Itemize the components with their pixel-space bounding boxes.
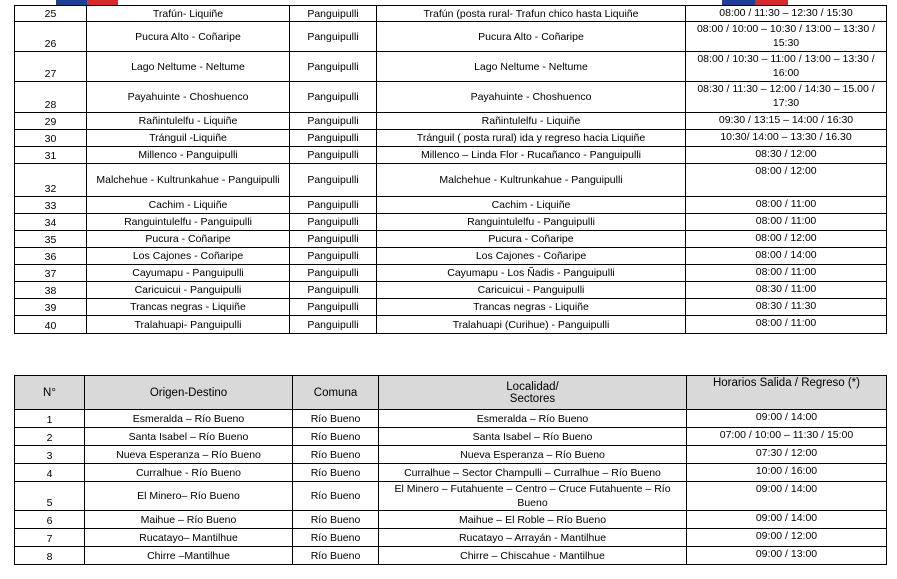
cell-horarios: 09:00 / 14:00: [687, 410, 887, 428]
cell-horarios: 07:00 / 10:00 – 11:30 / 15:00: [687, 428, 887, 446]
table-row: [15, 248, 887, 265]
cell-origen-destino: Pucura Alto - Coñaripe: [87, 22, 290, 52]
table-row: [15, 6, 887, 22]
row-number: 26: [15, 22, 87, 52]
cell-origen-destino: Tralahuapi- Panguipulli: [87, 316, 290, 334]
cell-localidad: Esmeralda – Río Bueno: [379, 410, 687, 428]
row-number: 32: [15, 164, 87, 197]
cell-localidad: Rucatayo – Arrayán - Mantilhue: [379, 529, 687, 547]
cell-origen-destino: Trancas negras - Liquiñe: [87, 299, 290, 316]
table-row: [15, 482, 887, 511]
cell-horarios: 08:30 / 11:30: [686, 299, 887, 316]
cell-horarios: 10:00 / 16:00: [687, 464, 887, 482]
cell-origen-destino: Maihue – Río Bueno: [85, 511, 293, 529]
cell-comuna: Panguipulli: [290, 299, 377, 316]
cell-comuna: Panguipulli: [290, 82, 377, 113]
cell-localidad: Nueva Esperanza – Río Bueno: [379, 446, 687, 464]
cell-comuna: Panguipulli: [290, 214, 377, 231]
cell-localidad: Santa Isabel – Río Bueno: [379, 428, 687, 446]
table-header-row: [15, 376, 887, 410]
table-row: [15, 446, 887, 464]
table-row: [15, 547, 887, 565]
cell-localidad: Chirre – Chiscahue - Mantilhue: [379, 547, 687, 565]
column-header-localidad-line1: Localidad/: [506, 380, 559, 393]
cell-comuna: Panguipulli: [290, 265, 377, 282]
cell-horarios: 08:30 / 11:00: [686, 282, 887, 299]
cell-origen-destino: Esmeralda – Río Bueno: [85, 410, 293, 428]
cell-horarios: 08:30 / 12:00: [686, 147, 887, 164]
column-header-comuna: Comuna: [293, 376, 379, 410]
cell-localidad: Pucura Alto - Coñaripe: [377, 22, 686, 52]
cell-localidad: Lago Neltume - Neltume: [377, 52, 686, 82]
cell-comuna: Río Bueno: [293, 529, 379, 547]
cell-comuna: Panguipulli: [290, 197, 377, 214]
row-number: 38: [15, 282, 87, 299]
column-header-origen-destino: Origen-Destino: [85, 376, 293, 410]
row-number: 2: [15, 428, 85, 446]
cell-localidad: Trafún (posta rural- Trafun chico hasta Liquiñe: [377, 6, 686, 22]
cell-comuna: Panguipulli: [290, 52, 377, 82]
cell-horarios: 08:00 / 14:00: [686, 248, 887, 265]
cell-horarios: 09:00 / 14:00: [687, 482, 887, 511]
cell-origen-destino: Santa Isabel – Río Bueno: [85, 428, 293, 446]
cell-comuna: Panguipulli: [290, 248, 377, 265]
row-number: 29: [15, 113, 87, 130]
table-row: [15, 265, 887, 282]
cell-comuna: Panguipulli: [290, 147, 377, 164]
cell-localidad: Malchehue - Kultrunkahue - Panguipulli: [377, 164, 686, 197]
table-row: [15, 22, 887, 52]
row-number: 36: [15, 248, 87, 265]
row-number: 35: [15, 231, 87, 248]
cell-localidad: Payahuinte - Choshuenco: [377, 82, 686, 113]
row-number: 8: [15, 547, 85, 565]
table-row: [15, 410, 887, 428]
cell-comuna: Río Bueno: [293, 446, 379, 464]
table-row: [15, 428, 887, 446]
cell-localidad: El Minero – Futahuente – Centro – Cruce Futahuente – Río Bueno: [379, 482, 687, 511]
row-number: 30: [15, 130, 87, 147]
cell-horarios: 08:00 / 11:00: [686, 214, 887, 231]
row-number: 37: [15, 265, 87, 282]
cell-origen-destino: Los Cajones - Coñaripe: [87, 248, 290, 265]
column-header-localidad: [379, 376, 687, 410]
table-row: [15, 231, 887, 248]
row-number: 31: [15, 147, 87, 164]
cell-localidad: Caricuicui - Panguipulli: [377, 282, 686, 299]
cell-origen-destino: Chirre –Mantilhue: [85, 547, 293, 565]
cell-origen-destino: Cachim - Liquiñe: [87, 197, 290, 214]
table-row: [15, 464, 887, 482]
cell-comuna: Río Bueno: [293, 464, 379, 482]
cell-origen-destino: Ranguintulelfu - Panguipulli: [87, 214, 290, 231]
row-number: 39: [15, 299, 87, 316]
table-row: [15, 82, 887, 113]
cell-localidad: Cachim - Liquiñe: [377, 197, 686, 214]
cell-horarios: 09:00 / 13:00: [687, 547, 887, 565]
cell-comuna: Panguipulli: [290, 22, 377, 52]
table-row: [15, 164, 887, 197]
cell-origen-destino: Cayumapu - Panguipulli: [87, 265, 290, 282]
cell-localidad: Tralahuapi (Curihue) - Panguipulli: [377, 316, 686, 334]
cell-localidad: Pucura - Coñaripe: [377, 231, 686, 248]
cell-origen-destino: Lago Neltume - Neltume: [87, 52, 290, 82]
row-number: 40: [15, 316, 87, 334]
cell-localidad: Maihue – El Roble – Río Bueno: [379, 511, 687, 529]
cell-localidad: Cayumapu - Los Ñadis - Panguipulli: [377, 265, 686, 282]
column-header-number: N°: [15, 376, 85, 410]
table-row: [15, 130, 887, 147]
row-number: 34: [15, 214, 87, 231]
cell-localidad: Curralhue – Sector Champulli – Curralhue – Río Bueno: [379, 464, 687, 482]
cell-horarios: 10:30/ 14:00 – 13:30 / 16.30: [686, 130, 887, 147]
cell-origen-destino: Nueva Esperanza – Río Bueno: [85, 446, 293, 464]
schedule-table-panguipulli: [14, 5, 887, 334]
cell-comuna: Río Bueno: [293, 428, 379, 446]
cell-origen-destino: Rucatayo– Mantilhue: [85, 529, 293, 547]
cell-origen-destino: Trafún- Liquiñe: [87, 6, 290, 22]
cell-origen-destino: Payahuinte - Choshuenco: [87, 82, 290, 113]
row-number: 7: [15, 529, 85, 547]
cell-comuna: Río Bueno: [293, 482, 379, 511]
row-number: 4: [15, 464, 85, 482]
cell-horarios: 08:00 / 10:00 – 10:30 / 13:00 – 13:30 / 15:30: [686, 22, 887, 52]
cell-horarios: 08:30 / 11:30 – 12:00 / 14:30 – 15.00 / 17:30: [686, 82, 887, 113]
cell-localidad: Rañintulelfu - Liquiñe: [377, 113, 686, 130]
cell-horarios: 07:30 / 12:00: [687, 446, 887, 464]
cell-horarios: 08:00 / 12:00: [686, 164, 887, 197]
table-row: [15, 197, 887, 214]
row-number: 1: [15, 410, 85, 428]
cell-horarios: 09:00 / 12:00: [687, 529, 887, 547]
column-header-localidad-line2: Sectores: [509, 392, 556, 405]
cell-comuna: Panguipulli: [290, 113, 377, 130]
row-number: 27: [15, 52, 87, 82]
cell-horarios: 08:00 / 11:00: [686, 197, 887, 214]
cell-comuna: Panguipulli: [290, 130, 377, 147]
cell-horarios: 08:00 / 10:30 – 11:00 / 13:00 – 13:30 / 16:00: [686, 52, 887, 82]
cell-localidad: Los Cajones - Coñaripe: [377, 248, 686, 265]
cell-comuna: Panguipulli: [290, 6, 377, 22]
row-number: 25: [15, 6, 87, 22]
table-row: [15, 113, 887, 130]
table-row: [15, 147, 887, 164]
cell-origen-destino: Malchehue - Kultrunkahue - Panguipulli: [87, 164, 290, 197]
cell-origen-destino: Millenco - Panguipulli: [87, 147, 290, 164]
cell-localidad: Trancas negras - Liquiñe: [377, 299, 686, 316]
table-row: [15, 299, 887, 316]
cell-comuna: Río Bueno: [293, 410, 379, 428]
row-number: 33: [15, 197, 87, 214]
cell-localidad: Millenco – Linda Flor - Rucañanco - Panguipulli: [377, 147, 686, 164]
row-number: 5: [15, 482, 85, 511]
table-row: [15, 52, 887, 82]
cell-localidad: Tránguil ( posta rural) ida y regreso hacia Liquiñe: [377, 130, 686, 147]
cell-origen-destino: Tránguil -Liquiñe: [87, 130, 290, 147]
cell-comuna: Río Bueno: [293, 511, 379, 529]
schedule-table-rio-bueno: [14, 375, 887, 565]
cell-origen-destino: El Minero– Río Bueno: [85, 482, 293, 511]
table-row: [15, 214, 887, 231]
cell-comuna: Panguipulli: [290, 231, 377, 248]
cell-origen-destino: Pucura - Coñaripe: [87, 231, 290, 248]
table-row: [15, 282, 887, 299]
cell-horarios: 09:00 / 14:00: [687, 511, 887, 529]
cell-comuna: Río Bueno: [293, 547, 379, 565]
table-row: [15, 511, 887, 529]
cell-horarios: 08:00 / 11:00: [686, 265, 887, 282]
table-row: [15, 529, 887, 547]
cell-origen-destino: Rañintulelfu - Liquiñe: [87, 113, 290, 130]
row-number: 3: [15, 446, 85, 464]
cell-horarios: 08:00 / 11:30 – 12:30 / 15:30: [686, 6, 887, 22]
cell-horarios: 08:00 / 12:00: [686, 231, 887, 248]
cell-comuna: Panguipulli: [290, 316, 377, 334]
cell-comuna: Panguipulli: [290, 282, 377, 299]
cell-horarios: 09:30 / 13:15 – 14:00 / 16:30: [686, 113, 887, 130]
cell-comuna: Panguipulli: [290, 164, 377, 197]
cell-horarios: 08:00 / 11:00: [686, 316, 887, 334]
cell-origen-destino: Curralhue - Río Bueno: [85, 464, 293, 482]
cell-localidad: Ranguintulelfu - Panguipulli: [377, 214, 686, 231]
row-number: 28: [15, 82, 87, 113]
table-row: [15, 316, 887, 334]
column-header-horarios: Horarios Salida / Regreso (*): [687, 376, 887, 410]
row-number: 6: [15, 511, 85, 529]
cell-origen-destino: Caricuicui - Panguipulli: [87, 282, 290, 299]
